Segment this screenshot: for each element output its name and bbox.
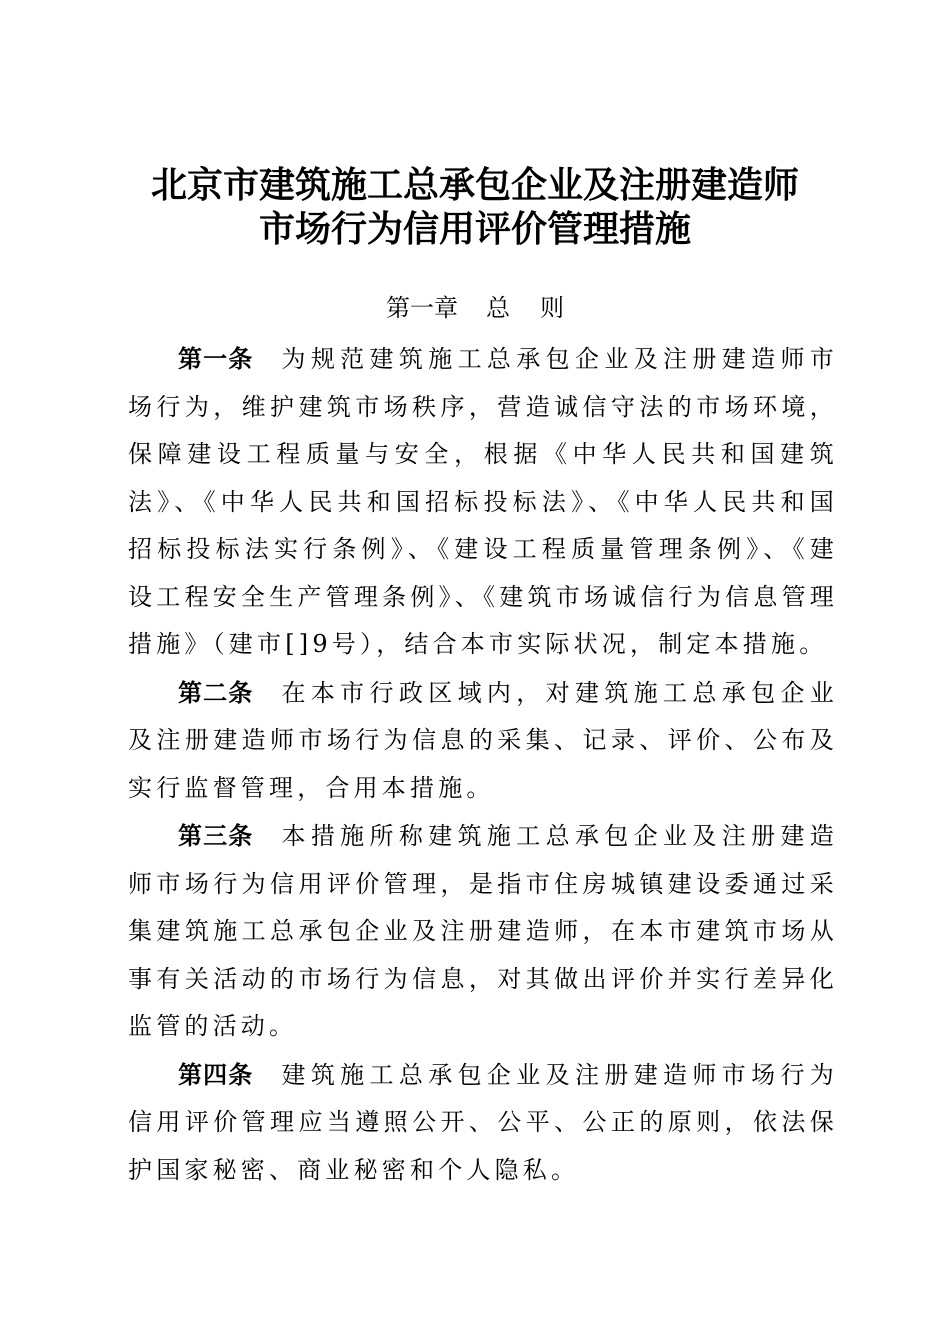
article-4 [128,1051,838,1195]
article-label: 第四条 [178,1059,254,1089]
article-label: 第二条 [178,677,254,707]
article-3 [128,812,838,1051]
article-1 [128,335,838,669]
document-title-line-2: 市场行为信用评价管理措施 [258,208,691,250]
article-text: 为规范建筑施工总承包企业及注册建造师市场行为，维护建筑市场秩序，营造诚信守法的市场环境，保障建设工程质量与安全，根据《中华人民共和国建筑法》、《中华人民共和国招标投标法》、《中华人民共和国招标投标法实行条例》、《建设工程质量管理条例》、《建设工程安全生产管理条例》、《建筑市场诚信行为信息管理措施》（建市[]9号），结合本市实际状况，制定本措施。 [128,345,838,658]
article-text: 建筑施工总承包企业及注册建造师市场行为信用评价管理应当遵照公开、公平、公正的原则，依法保护国家秘密、商业秘密和个人隐私。 [128,1060,838,1184]
document-body [128,335,838,1194]
article-text: 在本市行政区域内，对建筑施工总承包企业及注册建造师市场行为信息的采集、记录、评价、公布及实行监督管理，合用本措施。 [128,678,838,802]
chapter-number: 第一章 [386,294,458,322]
article-label: 第一条 [178,344,254,373]
document-title-line-1: 北京市建筑施工总承包企业及注册建造师 [150,164,799,206]
chapter-heading [0,290,950,326]
chapter-title-part-1: 总 [486,294,510,322]
article-label: 第三条 [178,821,254,850]
article-2 [128,669,838,813]
chapter-title-part-2: 则 [540,294,564,322]
article-text: 本措施所称建筑施工总承包企业及注册建造师市场行为信用评价管理，是指市住房城镇建设委通过采集建筑施工总承包企业及注册建造师，在本市建筑市场从事有关活动的市场行为信息，对其做出评价并实行差异化监管的活动。 [128,822,838,1040]
